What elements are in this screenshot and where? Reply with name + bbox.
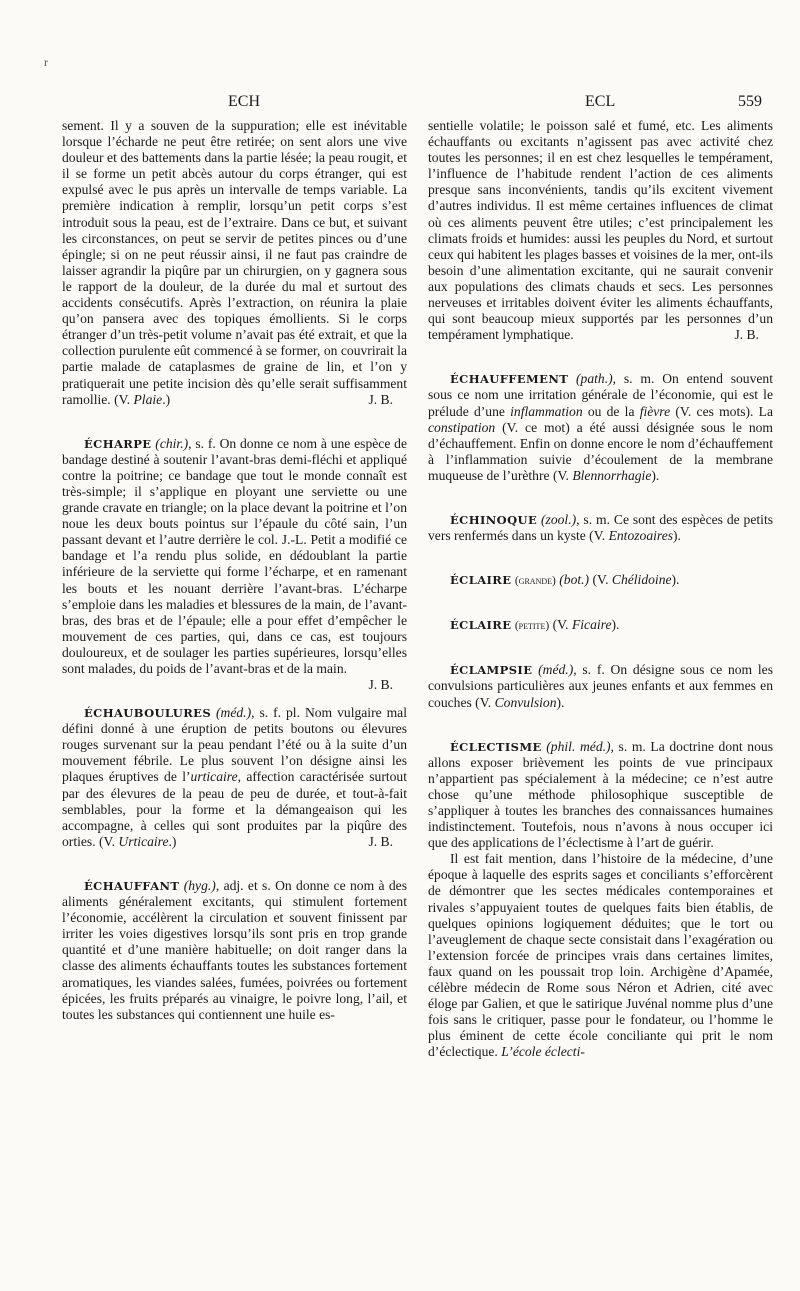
entry-eclaire-petite	[428, 617, 773, 634]
entry-text: , affection caractérisée surtout par des élevures de la peau de peu de durée, et tout-à-fait semblables, pour la forme et la démangeaison qui les accompagne, à celles qui sont produites par la piqûre des orties.	[62, 769, 407, 849]
entry-category: (hyg.)	[183, 877, 216, 893]
entry-eclectisme-history	[428, 851, 773, 1060]
entry-qualifier: (grande)	[514, 575, 556, 588]
entry-category: (bot.)	[559, 572, 590, 588]
entry-echauffement: ÉCHAUFFEMENT (path.), s. m. On entend souvent sous ce nom une irritation générale de l’économie, qui est le prélude d’une inflammation ou de la fièvre (V. ces mots). La constipation (V. ce mot) a été aussi désignée sous le nom d’échauffement. Enfin on donne encore le nom d’échauffement à l’inflammation suivie d’écoulement de la membrane muqueuse de l’urèthre (V. Blennorrhagie).	[428, 371, 773, 483]
entry-headword: ÉCLECTISME	[450, 739, 542, 754]
entry-text: , s. m. La doctrine dont nous allons exposer brièvement les points de vue principaux n’appartient pas spécialement à la médecine; ce n’est autre chose qu’une méthode philosophique susceptible de s’appliquer à toutes les branches des connaissances humaines indistinctement. Toutefois, nous n’avons à nous occuper ici que des applications de l’éclectisme à l’art de guérir.	[428, 738, 773, 851]
running-head-left: ECH	[228, 93, 260, 110]
entry-category: (chir.)	[155, 435, 189, 451]
term-urticaire: urticaire	[190, 769, 238, 785]
entry-text: Il est fait mention, dans l’histoire de la médecine, d’une époque à laquelle des esprits sages et conciliants s’efforcèrent de démontrer que les sectes médicales contemporaines et rivales s’appuyaient toutes de quelques faits bien établis, de quelques opinions logiquement déduites; que le tort ou l’aveuglement de chaque secte consistait dans l’exagération ou l’extension forcée de principes vrais dans certaines limites, faux quand on les poussait trop loin. Archigène d’Apamée, célèbre médecin de Rome sous Néron et Adrien, cité avec éloge par Galien, et que le satirique Juvénal nomme plus d’une fois sans le critiquer, passe pour le fondateur, ou l’homme le plus éminent de cette école conciliante qui prit le nom d’éclectique.	[428, 851, 773, 1060]
corner-mark: r	[44, 55, 48, 69]
cross-reference: (V. Plaie.)	[114, 391, 171, 407]
entry-echarpe	[62, 435, 407, 693]
entry-echinoque: ÉCHINOQUE (zool.), s. m. Ce sont des espèces de petits vers renfermés dans un kyste (V. Entozoaires).	[428, 511, 774, 544]
entry-echauboulures	[62, 705, 407, 850]
author-signature: J. B.	[368, 677, 393, 693]
cross-reference: (V. Chélidoine).	[592, 572, 680, 588]
entry-text: , adj. et s. On donne ce nom à des aliments généralement excitants, qui stimulent fortement l’économie, accélèrent la circulation et souvent finissent par irriter les voies digestives lorsqu’ils sont pris en trop grande quantité et d’une manière habituelle; on doit ranger dans la classe des aliments échauffants toutes les substances fortement aromatiques, les viandes salées, fumées, poivrées ou fortement épicées, les fruits préparés au vinaigre, le poivre long, l’ail, et toutes les substances qui contiennent une huile es-	[62, 877, 407, 1022]
running-head-right: ECL	[585, 93, 616, 110]
entry-category: (méd.)	[216, 705, 252, 721]
author-signature: J. B.	[368, 833, 393, 849]
entry-headword: ÉCHARPE	[84, 436, 152, 451]
entry-headword: ÉCHAUFFANT	[84, 878, 180, 893]
entry-text-continued: L’école éclecti-	[501, 1044, 585, 1060]
entry-headword: ÉCHAUBOULURES	[84, 706, 212, 721]
left-column	[62, 118, 407, 1023]
entry-eclampsie: ÉCLAMPSIE (méd.), s. f. On désigne sous ce nom les convulsions particulières aux jeunes enfants et aux femmes en couches (V. Convulsion).	[428, 662, 773, 710]
entry-text: , s. f. pl. Nom vulgaire mal défini donné à une éruption de petits boutons ou élevures rouges survenant sur la peau pendant l’été ou à la suite d’un mouvement fébrile. Le plus souvent l’on désigne ainsi les plaques éruptives de l’	[62, 705, 407, 785]
entry-eclaire-grande	[428, 572, 773, 589]
entry-headword: ÉCHAUFFEMENT	[450, 372, 569, 387]
entry-continuation	[62, 118, 407, 408]
entry-headword: ÉCHINOQUE	[450, 512, 538, 527]
entry-qualifier: (petite)	[514, 620, 550, 633]
entry-category: (path.)	[576, 371, 613, 387]
entry-echauffant	[62, 878, 407, 1023]
entry-text: sement. Il y a souven de la suppuration; elle est inévitable lorsque l’écharde ne peut être retirée; on sent alors une vive douleur et des battements dans la partie lésée; la peau rougit, et il se forme un petit abcès autour du corps étranger, qui est expulsé avec le pus après un intervalle de temps variable. La première indication à remplir, lorsqu’un petit corps s’est introduit sous la peau, est de l’extraire. Dans ce but, et suivant les circonstances, on peut se servir de petites pinces ou d’une épingle; si on ne peut réussir ainsi, il ne faut pas craindre de laisser agrandir la piqûre par un chirurgien, on y gagnera sous le rapport de la douleur, de la durée du mal et surtout des accidents consécutifs. Après l’extraction, on réunira la plaie qu’on pansera avec des topiques émollients. Si le corps étranger d’un très-petit volume n’avait pas été extrait, et que la collection purulente eût commencé à se former, on couvrirait la partie malade de cataplasmes de graine de lin, et l’on y pratiquerait une petite incision dès qu’elle serait suffisamment ramollie.	[62, 118, 407, 407]
author-signature: J. B.	[368, 391, 393, 407]
entry-headword: ÉCLAIRE	[450, 573, 512, 588]
entry-headword: ÉCLAMPSIE	[450, 663, 533, 678]
cross-reference: (V. Urticaire.)	[99, 833, 177, 849]
entry-text: , s. f. On donne ce nom à une espèce de bandage destiné à soutenir l’avant-bras demi-fléchi et appliqué contre la poitrine; ce bandage que tout le monde connaît est très-simple; il s’applique en ployant une serviette ou une grande cravate en triangle; on la place devant la poitrine et l’on noue les deux bouts pointus sur l’épaule du côté sain, l’un passant devant et l’autre derrière le col. J.-L. Petit a modifié ce bandage et l’a rendu plus solide, en dédoublant la partie inférieure de la serviette qui forme l’écharpe, et en ramenant les bouts et les nouant derrière l’avant-bras. L’écharpe s’emploie dans les maladies et blessures de la main, de l’avant-bras, des bras et de l’épaule; elle a pour effet d’empêcher le mouvement de ces parties, qui, dans ce cas, est toujours douloureux, et de soulager les parties supérieures, lorsqu’elles sont malades, du poids de l’avant-bras et de la main.	[62, 435, 407, 676]
entry-category: (phil. méd.)	[546, 738, 611, 754]
cross-reference: Entozoaires	[608, 528, 674, 544]
cross-reference: (V. Ficaire).	[552, 617, 620, 633]
author-signature: J. B.	[734, 327, 759, 343]
entry-eclectisme	[428, 739, 773, 852]
cross-reference: Blennorrhagie	[572, 467, 652, 483]
page-number: 559	[738, 93, 762, 110]
right-column	[428, 118, 773, 1061]
entry-headword: ÉCLAIRE	[450, 618, 512, 633]
entry-continuation	[428, 118, 773, 343]
entry-category: (méd.)	[538, 662, 574, 678]
entry-text: sentielle volatile; le poisson salé et fumé, etc. Les aliments échauffants ou excitants n’agissent pas avec activité chez toutes les personnes; il en est chez lesquelles le tempérament, l’influence de l’habitude rendent l’action de ces aliments presque sans inconvénients, tandis qu’ils excitent vivement d’autres individus. Il est même certaines influences de climat où ces aliments peuvent être utiles; c’est principalement les climats froids et humides: aussi les peuples du Nord, et surtout ceux qui habitent les plages basses et voisines de la mer, ont-ils besoin d’une alimentation excitante, qui ne saurait convenir aux populations des climats chauds et secs. Les personnes nerveuses et irritables doivent éviter les aliments échauffants, qui sont beaucoup mieux supportés par les personnes d’un tempérament lymphatique.	[428, 118, 773, 343]
cross-reference: Convulsion	[494, 694, 557, 710]
entry-category: (zool.)	[541, 511, 577, 527]
